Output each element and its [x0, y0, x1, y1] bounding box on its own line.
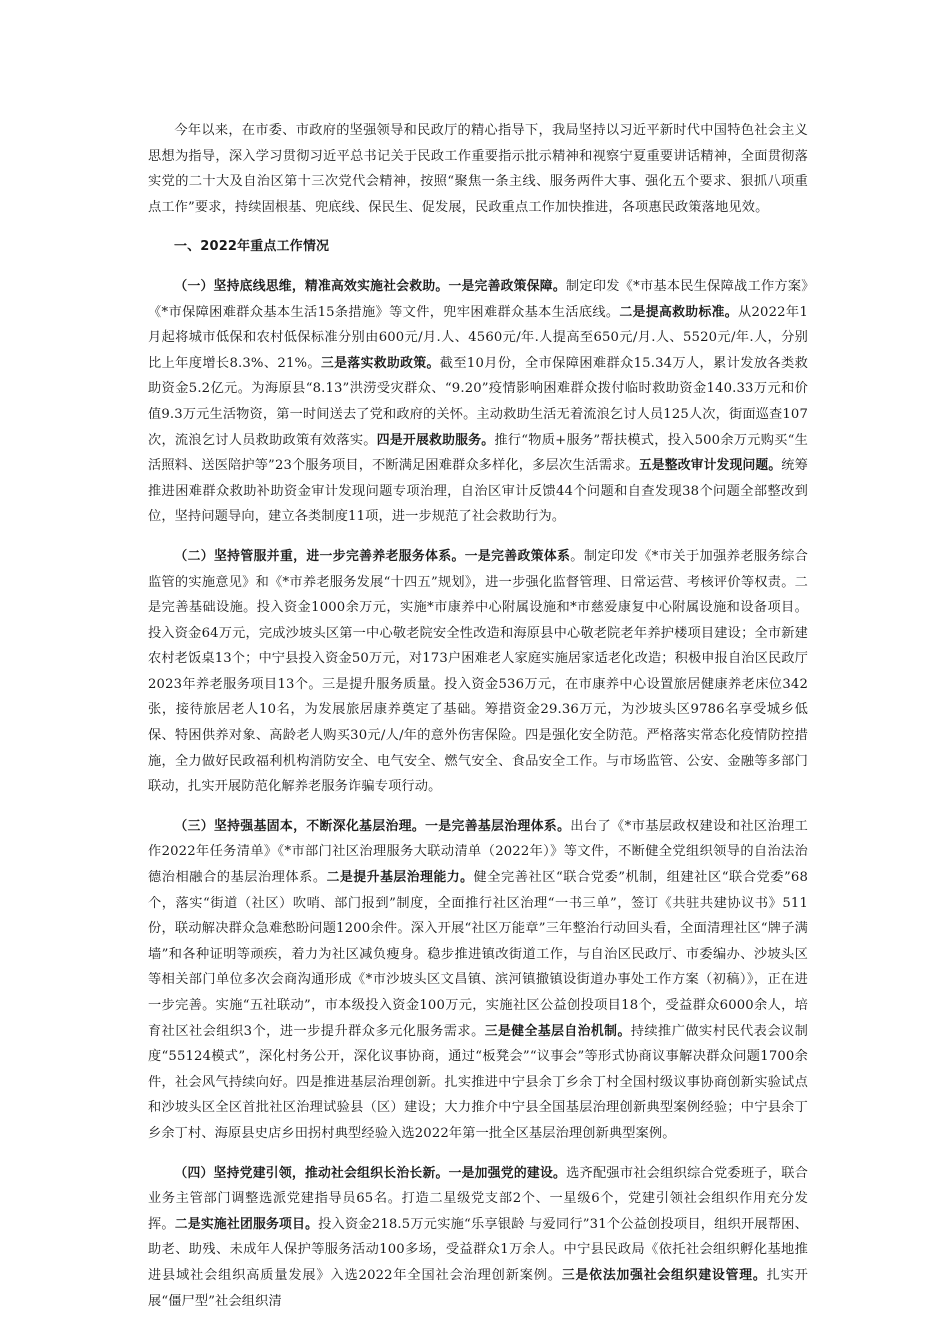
body-text: 出台了《*市基层政权建设和社区治理工作2022年任务清单》《*市部门社区治理服务大联动清单（2022年）》等文件，不断健全党组织领导的自治法治德治相融合的基层治理体系。	[148, 818, 808, 886]
paragraph-grassroots-governance	[148, 814, 808, 1147]
section-heading: 一、2022年重点工作情况	[174, 239, 330, 255]
bold-lead: 五是整改审计发现问题。	[638, 458, 782, 474]
body-text: 截至10月份，全市保障困难群众15.34万人，累计发放各类救助资金5.2亿元。为海原县“8.13”洪涝受灾群众、“9.20”疫情影响困难群众拨付临时救助资金140.33万元和价值9.3万元生活物资，第一时间送去了党和政府的关怀。主动救助生活无着流浪乞讨人员125人次，街面巡查107次，流浪乞讨人员救助政策有效落实。	[148, 355, 808, 448]
body-text: 投入资金218.5万元实施“乐享银龄 与爱同行”31个公益创投项目，组织开展帮困、助老、助残、未成年人保护等服务活动100多场，受益群众1万余人。中宁县民政局《依托社会组织孵化基地推进县域社会组织高质量发展》入选2022年全国社会治理创新案例。	[148, 1216, 808, 1283]
body-text: 推行“物质+服务”帮扶模式，投入500余万元购买“生活照料、送医陪护等”23个服务项目，不断满足困难群众多样化，多层次生活需求。	[148, 432, 808, 474]
body-text: 统筹推进困难群众救助补助资金审计发现问题专项治理，自治区审计反馈44个问题和自查发现38个问题全部整改到位，坚持问题导向，建立各类制度11项，进一步规范了社会救助行为。	[148, 458, 808, 525]
bold-lead: （三）坚持强基固本，不断深化基层治理。一是完善基层治理体系。	[174, 818, 571, 834]
bold-lead: 三是健全基层自治机制。	[484, 1023, 631, 1039]
bold-lead: 四是开展救助服务。	[376, 432, 495, 448]
intro-paragraph: 今年以来，在市委、市政府的坚强领导和民政厅的精心指导下，我局坚持以习近平新时代中国特色社会主义思想为指导，深入学习贯彻习近平总书记关于民政工作重要指示批示精神和视察宁夏重要讲话精神，全面贯彻落实党的二十大及自治区第十三次党代会精神，按照“聚焦一条主线、服务两件大事、强化五个要求、狠抓八项重点工作”要求，持续固根基、兜底线、保民生、促发展，民政重点工作加快推进，各项惠民政策落地见效。	[148, 123, 808, 215]
body-text: 扎实开展“僵尸型”社会组织清	[148, 1267, 808, 1309]
bold-lead: （二）坚持管服并重，进一步完善养老服务体系。一是完善政策体系	[174, 548, 571, 564]
bold-lead: （四）坚持党建引领，推动社会组织长治长新。一是加强党的建设。	[174, 1165, 567, 1181]
bold-lead: 二是提高救助标准。	[619, 304, 738, 320]
bold-lead: 二是提升基层治理能力。	[326, 870, 474, 886]
bold-lead: （一）坚持底线思维，精准高效实施社会救助。一是完善政策保障。	[174, 278, 566, 294]
paragraph-social-organizations	[148, 1161, 808, 1315]
bold-lead: 三是落实救助政策。	[321, 355, 440, 371]
body-text: 持续推广做实村民代表会议制度“55124模式”，深化村务公开，深化议事协商，通过“板凳会”“议事会”等形式协商议事解决群众问题1700余件，社会风气持续向好。四是推进基层治理创新。扎实推进中宁县余丁乡余丁村全国村级议事协商创新实验试点和沙坡头区全区首批社区治理试验县（区）建设；大力推介中宁县全国基层治理创新典型案例经验；中宁县余丁乡余丁村、海原县史店乡田拐村典型经验入选2022年第一批全区基层治理创新典型案例。	[148, 1023, 809, 1141]
body-text: 。制定印发《*市关于加强养老服务综合监管的实施意见》和《*市养老服务发展“十四五”规划》，进一步强化监督管理、日常运营、考核评价等权责。二是完善基础设施。投入资金1000余万元，实施*市康养中心附属设施和*市慈爱康复中心附属设施和设备项目。投入资金64万元，完成沙坡头区第一中心敬老院安全性改造和海原县中心敬老院老年养护楼项目建设；全市新建农村老饭桌13个；中宁县投入资金50万元，对173户困难老人家庭实施居家适老化改造；积极申报自治区民政厅2023年养老服务项目13个。三是提升服务质量。投入资金536万元，在市康养中心设置旅居健康养老床位342张，接待旅居老人10名，为发展旅居康养奠定了基础。筹措资金29.36万元，为沙坡头区9786名享受城乡低保、特困供养对象、高龄老人购买30元/人/年的意外伤害保险。四是强化安全防范。严格落实常态化疫情防控措施，全力做好民政福利机构消防安全、电气安全、燃气安全、食品安全工作。与市场监管、公安、金融等多部门联动，扎实开展防范化解养老服务诈骗专项行动。	[148, 548, 808, 795]
bold-lead: 二是实施社团服务项目。	[174, 1216, 319, 1232]
body-text: 从2022年1月起将城市低保和农村低保标准分别由600元/月.人、4560元/年.人提高至650元/月.人、5520元/年.人，分别比上年度增长8.3%、21%。	[148, 304, 808, 371]
paragraph-elderly-care	[148, 544, 808, 800]
body-text: 选齐配强市社会组织综合党委班子，联合业务主管部门调整选派党建指导员65名。打造二星级党支部2个、一星级6个，党建引领社会组织作用充分发挥。	[148, 1165, 809, 1232]
body-text: 健全完善社区“联合党委”机制，组建社区“联合党委”68个，落实“街道（社区）吹哨、部门报到”制度，全面推行社区治理“一书三单”，签订《共驻共建协议书》511份，联动解决群众急难愁盼问题1200余件。深入开展“社区万能章”三年整治行动回头看，全面清理社区“牌子满墙”和各种证明等顽疾，着力为社区减负瘦身。稳步推进镇改街道工作，与自治区民政厅、市委编办、沙坡头区等相关部门单位多次会商沟通形成《*市沙坡头区文昌镇、滨河镇撤镇设街道办事处工作方案（初稿）》，正在进一步完善。实施“五社联动”，市本级投入资金100万元，实施社区公益创投项目18个，受益群众6000余人，培育社区社会组织3个，进一步提升群众多元化服务需求。	[148, 870, 808, 1039]
bold-lead: 三是依法加强社会组织建设管理。	[561, 1267, 767, 1283]
paragraph-social-assistance	[148, 274, 808, 530]
document-body	[148, 118, 808, 1328]
body-text: 制定印发《*市基本民生保障战工作方案》《*市保障困难群众基本生活15条措施》等文件，兜牢困难群众基本生活底线。	[148, 278, 809, 320]
